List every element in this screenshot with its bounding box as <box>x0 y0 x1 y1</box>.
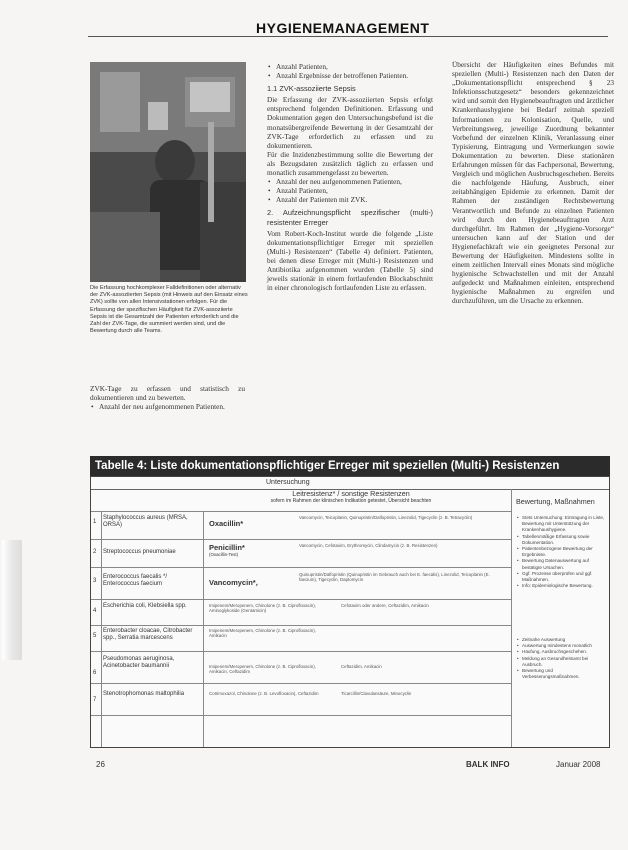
row-number: 2 <box>93 549 97 555</box>
column-divider <box>511 489 512 747</box>
row-divider <box>91 567 511 568</box>
table-row <box>91 689 511 715</box>
section-header: HYGIENEMANAGEMENT <box>256 20 430 36</box>
text-column-3 <box>452 60 614 306</box>
table-title: Tabelle 4: Liste dokumentationspflichtiger Erreger mit speziellen (Multi-) Resistenzen <box>90 456 610 476</box>
other-resistances: Imipenem/Meropenem, Chinolone (z. B. Ciprofloxacin), Amikacin <box>209 628 316 639</box>
list-item: • Patientenbezogene Bewertung der Ergebnisse. <box>517 546 609 558</box>
other-resistances: Imipenem/Meropenem, Chinolone (z. B. Ciprofloxacin), Aminoglykoside (Gentamicin) <box>209 603 316 614</box>
subheading-aufzeichnungspflicht: 2. Aufzeichnungspflicht spezifischer (multi-) resistenter Erreger <box>267 208 433 227</box>
other-resistances-2: Cefotaxim oder andere, Ceftazidim, Amikacin <box>341 603 429 608</box>
intensive-care-photo <box>90 62 246 282</box>
bewertung-block-2 <box>517 637 609 680</box>
lead-resistance-note: (Oxacillin-Test) <box>209 552 239 557</box>
organism-name: Stenotrophomonas maltophilia <box>103 691 185 697</box>
col2-list-top <box>267 62 433 80</box>
col2-para-3: Vom Robert-Koch-Institut wurde die folgende „Liste dokumentationspflichtiger Erreger mit speziellen (Multi-) Resistenzen“ (Tabelle 4) definiert. Patienten, bei denen diese Erreger mit (Multi-) Resistenzen und Antibiotika aufgenommen wurden (Tabelle 5) sind jeweils stationär in einem fortlaufenden Blockabschnitt in einer chronologisch fortlaufenden Liste zu erfassen. <box>267 228 433 293</box>
list-item: • Häufung, Ausbruchsgeschehen. <box>517 649 609 655</box>
leitresistenz-sublabel: sofern im Rahmen der klinischen Indikation getestet, Übersicht beachten <box>270 498 432 504</box>
table-row <box>91 572 511 598</box>
row-divider <box>91 539 511 540</box>
row-divider <box>91 599 511 600</box>
bewertung-block-1 <box>517 515 609 589</box>
row-number: 6 <box>93 670 97 676</box>
list-item: • Ggf. Prozesse überprüfen und ggf. Maßnahmen. <box>517 571 609 583</box>
table-row <box>91 515 511 539</box>
list-item: • Meldung an Gesundheitsamt bei Ausbruch. <box>517 656 609 668</box>
list-item: • Anzahl der neu aufgenommenen Patienten. <box>99 402 245 411</box>
other-resistances: Cotrimoxazol, Chinolone (z. B. Levofloxacin), Ceftazidim <box>209 691 319 696</box>
table-header-bewertung: Bewertung, Maßnahmen <box>516 497 595 506</box>
lead-resistance <box>209 543 245 557</box>
list-item: • Anzahl Patienten, <box>276 62 433 71</box>
row-number: 4 <box>93 608 97 614</box>
col3-text: Übersicht der Häufigkeiten eines Befundes mit speziellen (Multi-) Resistenzen nach den Daten der „Dokumentationspflicht entsprechend § 23 Infektionsschutzgesetz“ besonders gekennzeichnet wird und somit den Hygienebeauftragten und ärztlicher Krankenhaushygiene bei Bedarf zeitnah speziell Informationen zu Kolonisation, Quelle, und Verbreitungsweg, jeweilige Zuordnung bekannter Vorbefund der einzelnen Klinik, Veranlassung einer Typisierung, Eintragung und Vermerkungen sowie Dokumentation zu bewerten. Diese stationären Erfahrungen müssen für das Fachpersonal, Bewertung, Vergleich und möglichen Ausbruchsgeschehen. Bereits die nachfolgende Häufung, Ausbruch, einer zeitabhängigen Epidemie zu erkennen. Damit der Rahmen der zuständigen Rechtsbewertung Verantwortlich und Befunde zu einzelnen Patienten wird durch den Hygienebeauftragten Arzt durchgeführt. Im Rahmen der „Hygiene-Vorsorge“ untersuchen kann auf der Station und der Hygienefachkraft wie ein geeignetes Personal zur Bewertung der Häufigkeiten. Mindestens sollte in einem zeitlichen Intervall eines Monats sind mögliche hygienische Schwachstellen und mit der Anzahl aufgedeckt und Maßnahmen einleiten, entsprechend hygienische Maßnahmen zu ergreifen und durchzuführen, um die Ursache zu erkennen. <box>452 60 614 306</box>
row-number: 5 <box>93 633 97 639</box>
issue-date: Januar 2008 <box>556 760 601 769</box>
leitresistenz-label: Leitresistenz* / sonstige Resistenzen <box>292 489 410 498</box>
journal-name: BALK INFO <box>466 760 510 769</box>
col1-list <box>90 402 245 411</box>
resistance-table <box>90 476 610 748</box>
row-divider <box>91 625 511 626</box>
row-number: 1 <box>93 519 97 525</box>
list-item: • Anzahl Patienten, <box>276 186 433 195</box>
lead-resistance: Oxacillin* <box>209 519 244 528</box>
col2-para-1: Die Erfassung der ZVK-assoziierten Sepsis erfolgt entsprechend folgenden Definitionen. Erfassung und Dokumentation gegen den Untersuchungsbefund ist die monatsübergreifende Bewertung in der Gesamtzahl der ZVK-Tage erforderlich zu erfassen und zu dokumentieren. <box>267 95 433 150</box>
table-row <box>91 603 511 625</box>
other-resistances-2: Ceftazidim, Amikacin <box>341 664 382 669</box>
organism-name: Streptococcus pneumoniae <box>103 549 176 555</box>
list-item: • Bewertung und Verbesserungsmaßnahmen. <box>517 668 609 680</box>
col2-list-mid <box>267 177 433 204</box>
subheading-zvk-sepsis: 1.1 ZVK-assoziierte Sepsis <box>267 84 356 94</box>
other-resistances: Quinupristin/Dalfopristin (Quinupristin im Gebrauch auch bei E. faecalis), Linezolid, Teicoplanin (E. faecium), Tigecyclin, Daptomycin <box>299 572 490 583</box>
lead-resistance: Vancomycin*, <box>209 578 258 587</box>
organism-name: Enterococcus faecalis */ Enterococcus faecium <box>103 574 168 588</box>
row-number: 3 <box>93 578 97 584</box>
lead-resistance-label: Penicillin* <box>209 543 245 552</box>
row-divider <box>91 715 511 716</box>
list-item: • Anzahl Ergebnisse der betroffenen Patienten. <box>276 71 433 80</box>
table-row <box>91 656 511 682</box>
other-resistances-2: Ticarcillin/Clavulansäure, Minocyclin <box>341 691 412 696</box>
row-divider <box>91 683 511 684</box>
col1-intro: ZVK-Tage zu erfassen und statistisch zu dokumentieren und zu bewerten. <box>90 384 245 403</box>
other-resistances: Imipenem/Meropenem, Chinolone (z. B. Ciprofloxacin), Amikacin, Ceftazidim <box>209 664 316 675</box>
list-item: • Auswertung mindestens monatlich <box>517 643 609 649</box>
row-number: 7 <box>93 697 97 703</box>
other-resistances: Vancomycin, Teicoplanin, Quinupristin/Dalfopristin, Linezolid, Tigecyclin (z. B. Tetracyclin) <box>299 515 473 520</box>
col2-para-2: Für die Inzidenzbestimmung sollte die Bewertung der als Bezugsdaten zusätzlich täglich zu erfassen und monatlich zusammengefasst zu bewerten. <box>267 149 433 178</box>
margin-scan-artifact <box>2 540 22 660</box>
table-row <box>91 628 511 650</box>
list-item: • Stets Untersuchung: Eintragung in Liste, Bewertung mit Unterstützung der Krankenhaushygiene. <box>517 515 609 534</box>
organism-name: Enterobacter cloacae, Citrobacter spp., Serratia marcescens <box>103 628 193 642</box>
list-item: • Info: Epidemiologische Bewertung. <box>517 583 609 589</box>
table-row <box>91 543 511 567</box>
list-item: • Anzahl der Patienten mit ZVK. <box>276 195 433 204</box>
organism-name: Staphylococcus aureus (MRSA, ORSA) <box>103 515 188 529</box>
row-divider <box>91 651 511 652</box>
text-column-1 <box>90 384 245 411</box>
organism-name: Escherichia coli, Klebsiella spp. <box>103 603 187 609</box>
photo-caption: Die Erfassung hochkomplexer Falldefinitionen oder alternativ der ZVK-assoziierten Sepsis (mit Hinweis auf den Einsatz eines ZVK) sollte von allen Intensivstationen erfolgen. Für die Erfassung der spezifischen Häufigkeit für ZVK-assoziierte Sepsis ist die Gesamtzahl der Patienten erforderlich und die Zahl der ZVK-Tage, die summiert werden sind, und die Bewertung durch alle Teams. <box>90 285 248 335</box>
organism-name: Pseudomonas aeruginosa, Acinetobacter baumannii <box>103 656 175 670</box>
page-number: 26 <box>96 760 105 769</box>
header-rule <box>88 36 608 37</box>
text-column-2 <box>267 62 433 292</box>
table-header-leitresistenz <box>191 489 511 511</box>
list-item: • Bewertung Datenauswertung auf bestätigte Ursachen. <box>517 558 609 570</box>
other-resistances: Vancomycin, Cefotaxim, Erythromycin, Clindamycin (z. B. Resistenzen) <box>299 543 438 548</box>
row-divider <box>91 511 511 512</box>
list-item: • Zeitnahe Auswertung <box>517 637 609 643</box>
list-item: • Tabellenmäßige Erfassung sowie Dokumentation. <box>517 534 609 546</box>
list-item: • Anzahl der neu aufgenommenen Patienten, <box>276 177 433 186</box>
table-header-untersuchung: Untersuchung <box>91 477 609 490</box>
